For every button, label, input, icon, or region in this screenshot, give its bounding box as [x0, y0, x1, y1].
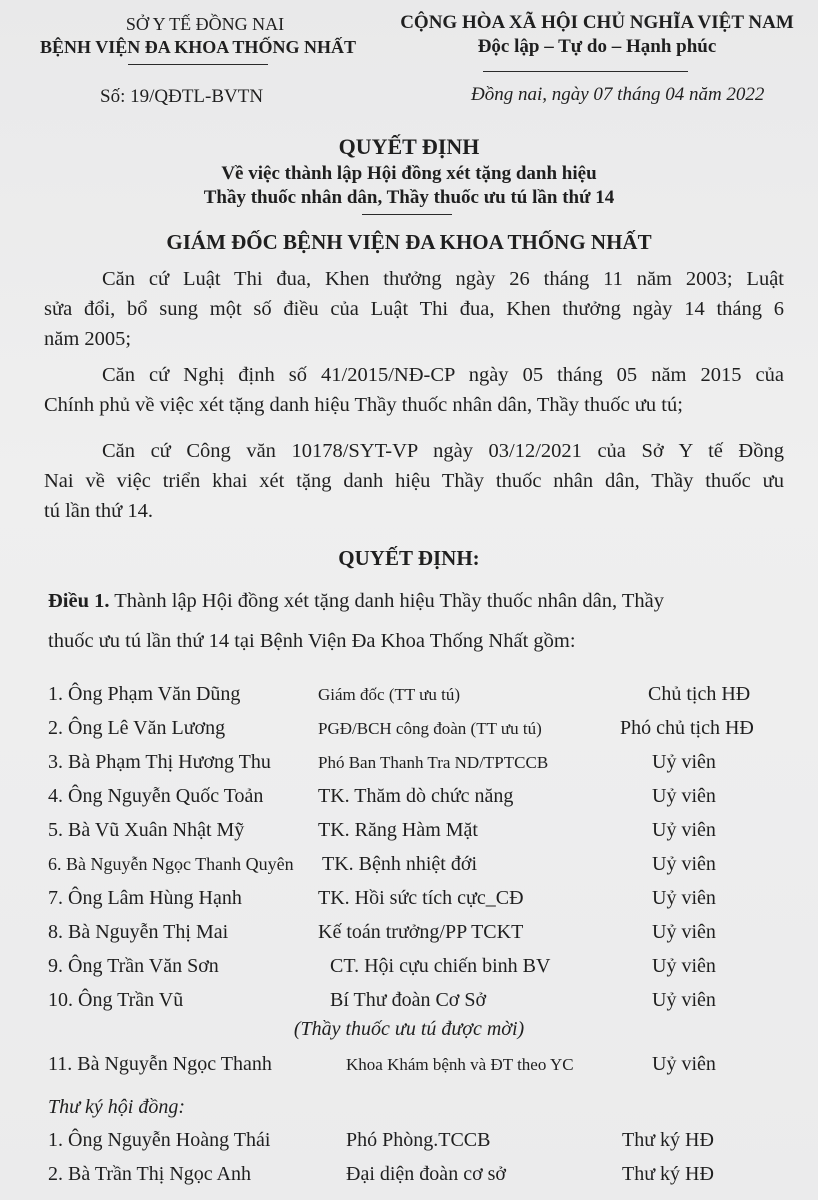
member-row — [48, 955, 788, 989]
basis-1-line-2: sửa đổi, bổ sung một số điều của Luật Thi đua, Khen thưởng ngày 14 tháng 6 — [44, 298, 784, 320]
director-heading: GIÁM ĐỐC BỆNH VIỆN ĐA KHOA THỐNG NHẤT — [166, 230, 652, 254]
article-1-label: Điều 1. — [48, 590, 110, 612]
article-1-text-line-2: thuốc ưu tú lần thứ 14 tại Bệnh Viện Đa Khoa Thống Nhất gồm: — [48, 630, 576, 652]
member-name: 2. Ông Lê Văn Lương — [48, 717, 226, 739]
national-motto: Độc lập – Tự do – Hạnh phúc — [477, 36, 717, 57]
member-name: 3. Bà Phạm Thị Hương Thu — [48, 751, 271, 773]
member-position: Giám đốc (TT ưu tú) — [318, 685, 461, 704]
invited-note: (Thầy thuốc ưu tú được mời) — [293, 1018, 525, 1040]
basis-2-line-1: Căn cứ Nghị định số 41/2015/NĐ-CP ngày 05 tháng 05 năm 2015 của — [102, 364, 784, 386]
member-position: Kế toán trưởng/PP TCKT — [318, 921, 524, 943]
invited-member-row — [48, 1053, 788, 1087]
secretary-role: Thư ký HĐ — [622, 1129, 714, 1151]
member-role: Phó chủ tịch HĐ — [620, 717, 754, 739]
member-name: 8. Bà Nguyễn Thị Mai — [48, 921, 229, 943]
member-name: 6. Bà Nguyễn Ngọc Thanh Quyên — [48, 854, 294, 874]
basis-3-line-1: Căn cứ Công văn 10178/SYT-VP ngày 03/12/2021 của Sở Y tế Đồng — [102, 440, 784, 462]
article-1 — [48, 590, 664, 613]
basis-2-line-2: Chính phủ về việc xét tặng danh hiệu Thầy thuốc nhân dân, Thầy thuốc ưu tú; — [44, 394, 683, 416]
basis-paragraph-2 — [44, 360, 784, 420]
hospital-name: BỆNH VIỆN ĐA KHOA THỐNG NHẤT — [40, 37, 356, 57]
member-role: Uỷ viên — [652, 955, 716, 977]
secretary-row — [48, 1163, 788, 1197]
secretary-name: 2. Bà Trần Thị Ngọc Anh — [48, 1163, 251, 1185]
document-number: Số: 19/QĐTL-BVTN — [100, 86, 264, 107]
member-role: Uỷ viên — [652, 819, 716, 841]
document-title: QUYẾT ĐỊNH — [338, 134, 480, 159]
member-role: Uỷ viên — [652, 1053, 716, 1075]
basis-3-line-3: tú lần thứ 14. — [44, 500, 154, 522]
member-role: Uỷ viên — [652, 853, 716, 875]
member-position: TK. Răng Hàm Mặt — [318, 819, 478, 841]
secretary-row — [48, 1129, 788, 1163]
member-name: 5. Bà Vũ Xuân Nhật Mỹ — [48, 819, 245, 841]
member-row — [48, 717, 788, 751]
member-position: Khoa Khám bệnh và ĐT theo YC — [346, 1055, 574, 1074]
member-name: 7. Ông Lâm Hùng Hạnh — [48, 887, 242, 909]
basis-1-line-3: năm 2005; — [44, 328, 132, 350]
basis-3-line-2: Nai về việc triển khai xét tặng danh hiệu Thầy thuốc nhân dân, Thầy thuốc ưu — [44, 470, 784, 492]
agency-name: SỞ Y TẾ ĐỒNG NAI — [125, 14, 285, 34]
secretary-position: Đại diện đoàn cơ sở — [346, 1163, 506, 1185]
header-left-underline — [128, 64, 268, 65]
member-name: 1. Ông Phạm Văn Dũng — [48, 683, 241, 705]
subject-line-1: Về việc thành lập Hội đồng xét tặng danh hiệu — [221, 163, 597, 184]
member-name: 11. Bà Nguyễn Ngọc Thanh — [48, 1053, 272, 1075]
member-position: TK. Thăm dò chức năng — [318, 785, 514, 807]
country-name: CỘNG HÒA XÃ HỘI CHỦ NGHĨA VIỆT NAM — [400, 12, 794, 33]
basis-1-line-1: Căn cứ Luật Thi đua, Khen thưởng ngày 26 tháng 11 năm 2003; Luật — [102, 268, 784, 290]
member-role: Uỷ viên — [652, 751, 716, 773]
secretary-role: Thư ký HĐ — [622, 1163, 714, 1185]
member-name: 10. Ông Trần Vũ — [48, 989, 184, 1011]
article-1-text-line-1: Thành lập Hội đồng xét tặng danh hiệu Thầy thuốc nhân dân, Thầy — [109, 590, 665, 612]
member-position: Phó Ban Thanh Tra ND/TPTCCB — [318, 753, 549, 772]
member-role: Uỷ viên — [652, 989, 716, 1011]
member-row — [48, 921, 788, 955]
member-row — [48, 819, 788, 853]
subject-line-2: Thầy thuốc nhân dân, Thầy thuốc ưu tú lần thứ 14 — [203, 187, 615, 208]
member-position: Bí Thư đoàn Cơ Sở — [330, 989, 487, 1011]
member-position: TK. Bệnh nhiệt đới — [322, 853, 477, 875]
member-row — [48, 683, 788, 717]
member-name: 9. Ông Trần Văn Sơn — [48, 955, 219, 977]
member-position: CT. Hội cựu chiến binh BV — [330, 955, 551, 977]
member-row — [48, 751, 788, 785]
member-row — [48, 887, 788, 921]
secretary-position: Phó Phòng.TCCB — [346, 1129, 491, 1151]
decision-heading: QUYẾT ĐỊNH: — [338, 546, 480, 570]
member-position: TK. Hồi sức tích cực_CĐ — [318, 887, 524, 909]
member-role: Uỷ viên — [652, 887, 716, 909]
member-name: 4. Ông Nguyễn Quốc Toản — [48, 785, 264, 807]
basis-paragraph-3 — [44, 436, 784, 526]
member-row — [48, 853, 788, 887]
secretary-name: 1. Ông Nguyễn Hoàng Thái — [48, 1129, 271, 1151]
secretary-heading: Thư ký hội đồng: — [48, 1096, 186, 1118]
header-right-underline — [483, 71, 688, 72]
basis-paragraph-1 — [44, 264, 784, 354]
member-position: PGĐ/BCH công đoàn (TT ưu tú) — [318, 719, 542, 738]
member-role: Uỷ viên — [652, 785, 716, 807]
title-underline — [362, 214, 452, 215]
member-row — [48, 785, 788, 819]
member-role: Chủ tịch HĐ — [648, 683, 751, 705]
place-and-date: Đồng nai, ngày 07 tháng 04 năm 2022 — [471, 84, 765, 105]
member-role: Uỷ viên — [652, 921, 716, 943]
